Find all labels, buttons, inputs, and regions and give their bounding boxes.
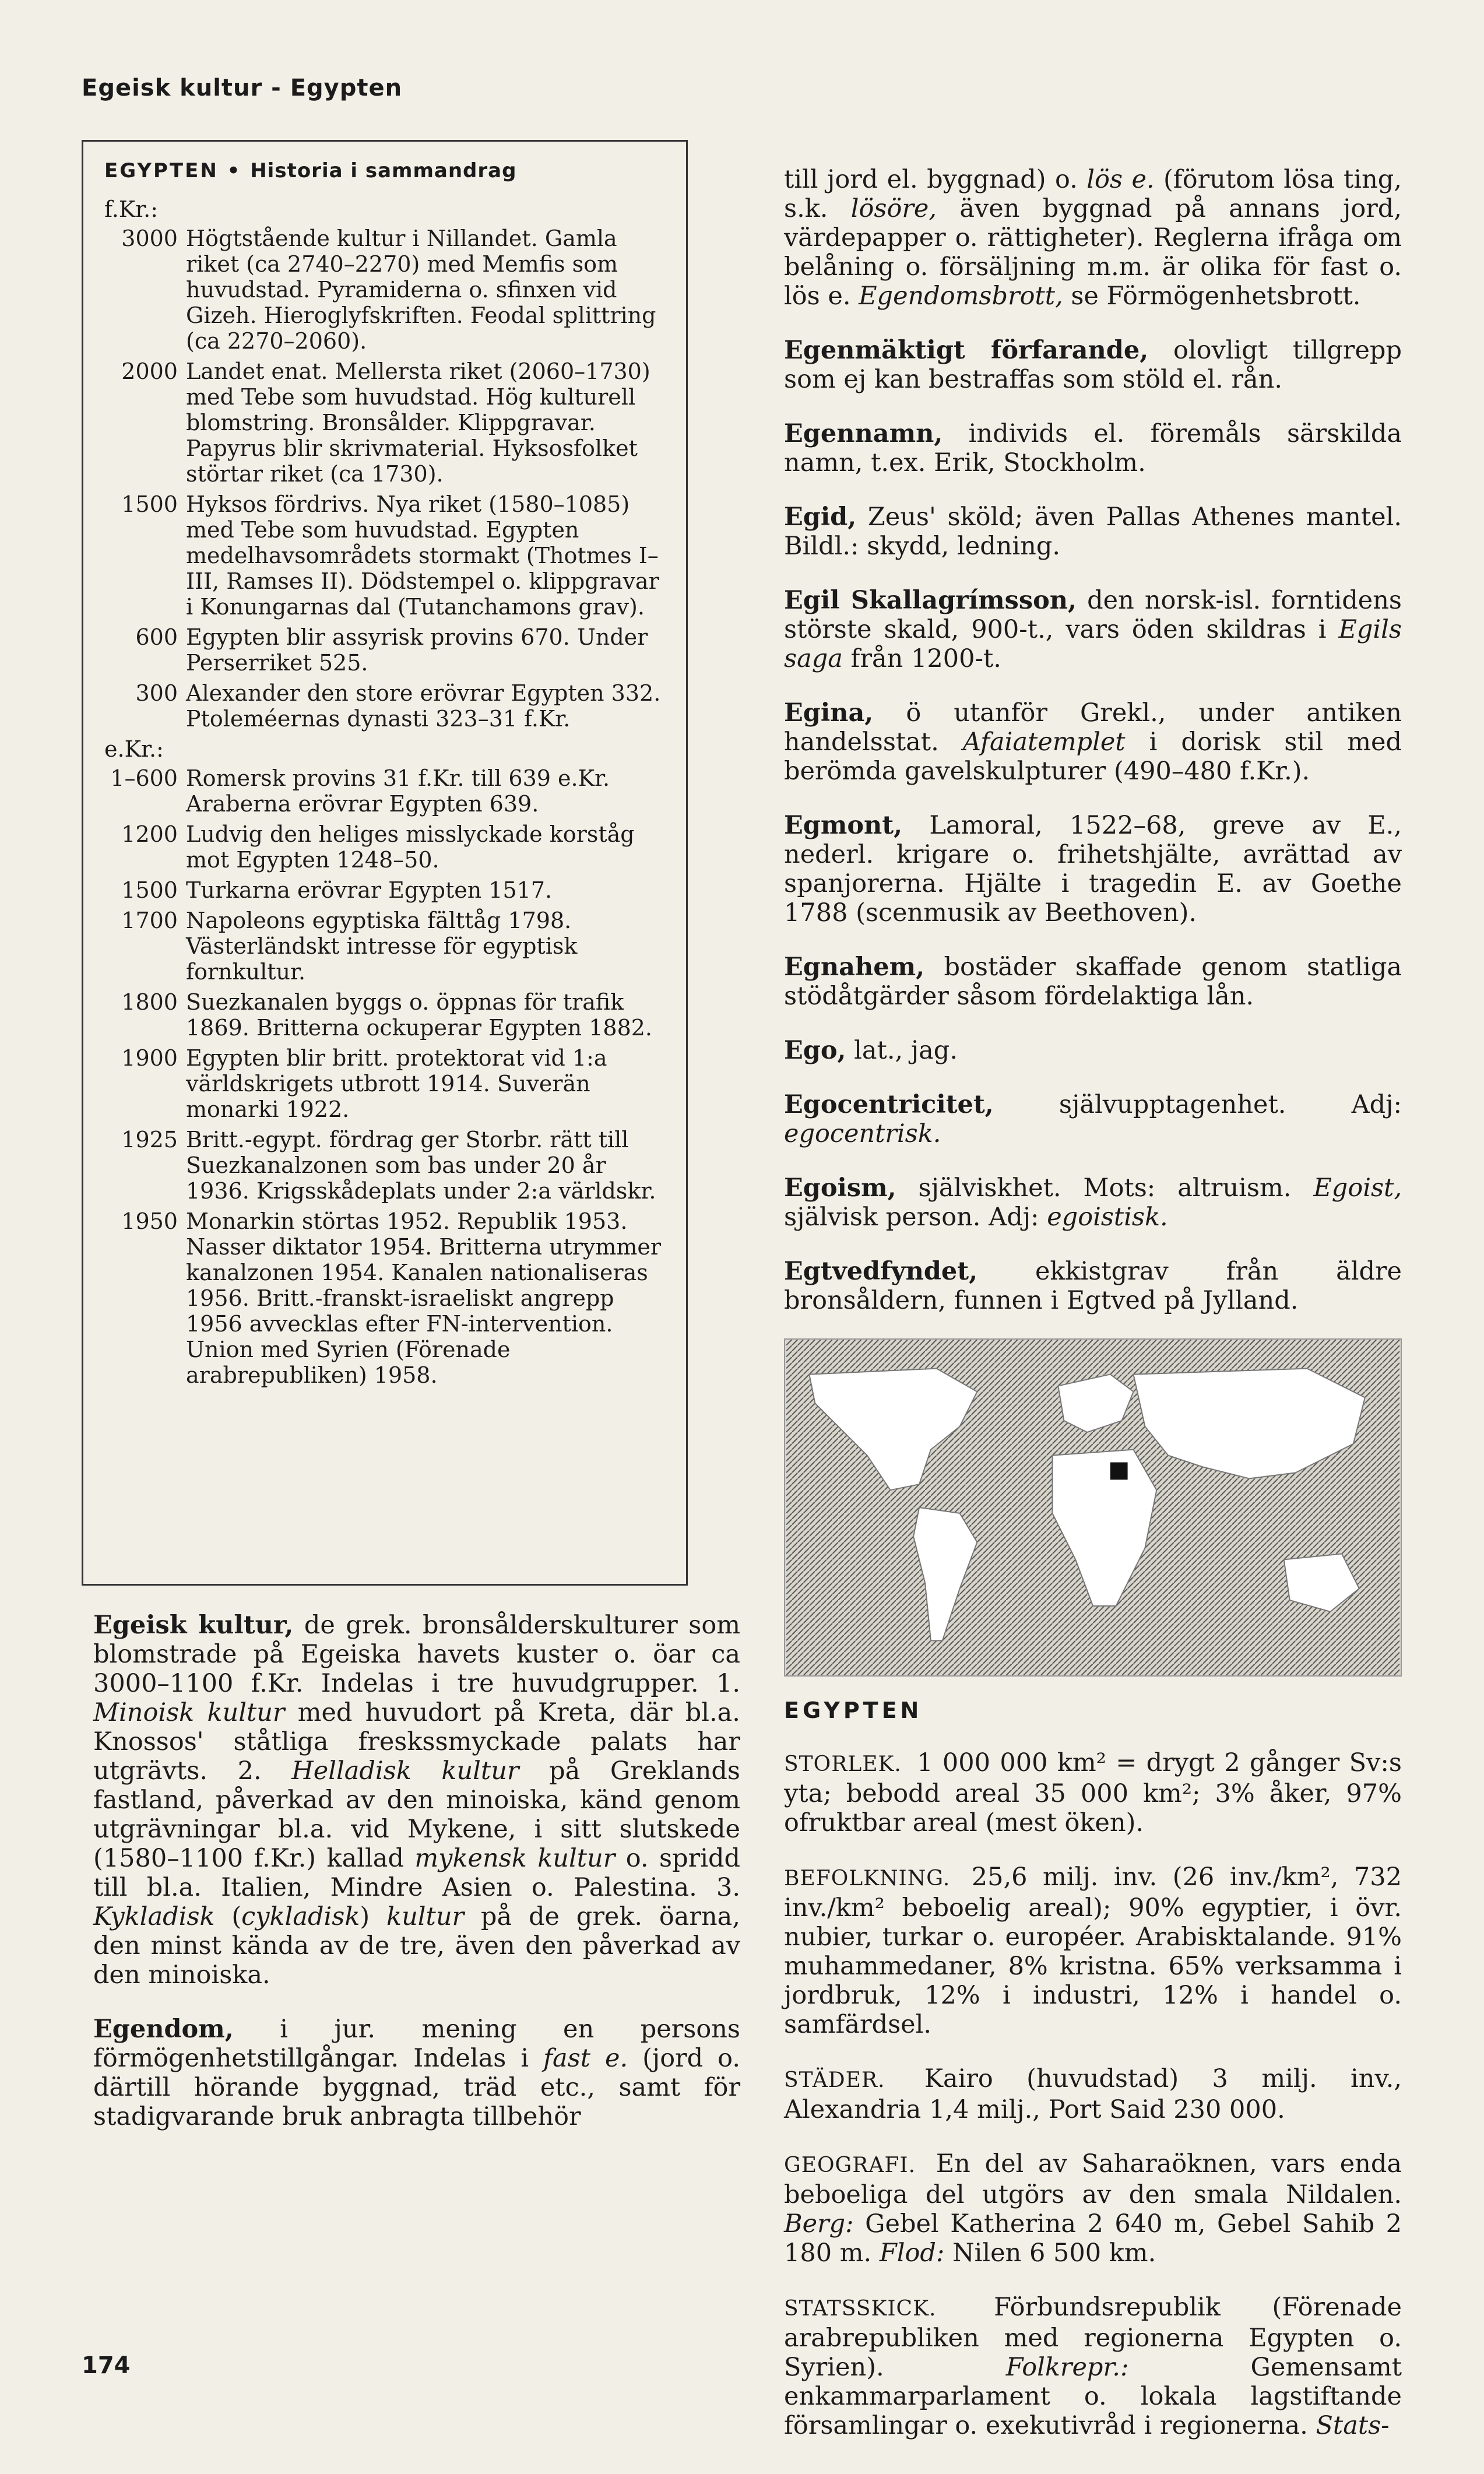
entry-text: den norsk-isl. forntidens störste skald, 900-t., vars öden skildras i: [784, 586, 1402, 644]
entry-italic: Egendomsbrott,: [859, 282, 1063, 311]
headword: Egenmäktigt förfarande,: [784, 336, 1149, 365]
entry-egennamn: [784, 419, 1402, 477]
entry-egil: [784, 586, 1402, 673]
facts-title: EGYPTEN: [784, 1698, 923, 1723]
timeline-text: Ludvig den heliges misslyckade korståg mot Egypten 1248–50.: [186, 821, 635, 873]
fact-text: Gemensamt enkammarparlament o. lokala lagstiftande församlingar o. exekutivråd i regionerna.: [784, 2353, 1402, 2440]
timeline-text: Turkarna erövrar Egypten 1517.: [186, 877, 553, 903]
fact-text: Förbundsrepublik (Förenade arabrepubliken med regionerna Egypten o. Syrien).: [784, 2293, 1402, 2382]
fact-statsskick: [784, 2293, 1402, 2440]
timeline-row: [104, 491, 672, 620]
timeline-text: Britt.-egypt. fördrag ger Storbr. rätt till Suezkanalzonen som bas under 20 år 1936. Krigsskådeplats under 2:a världskr.: [186, 1127, 656, 1204]
entry-text: med huvudort på Kreta, där bl.a. Knossos' ståtliga freskssmyckade palats har utgrävts. 2.: [93, 1698, 740, 1786]
page-header: Egeisk kultur - Egypten: [82, 75, 403, 101]
timeline-row: [104, 680, 672, 732]
entry-text: Zeus' sköld; även Pallas Athenes mantel. Bildl.: skydd, ledning.: [784, 502, 1402, 561]
entry-text: olovligt tillgrepp som ej kan bestraffas som stöld el. rån.: [784, 336, 1402, 394]
entry-text: i dorisk stil med berömda gavelskulpturer (490–480 f.Kr.).: [784, 728, 1402, 786]
entry-text: från 1200-t.: [842, 644, 1001, 673]
entry-text: bostäder skaffade genom statliga stödåtgärder såsom fördelaktiga lån.: [784, 953, 1402, 1011]
left-column: [93, 140, 740, 2135]
entry-italic: egocentrisk.: [784, 1119, 941, 1148]
timeline-row: [104, 765, 672, 817]
right-column: [784, 140, 1402, 2452]
entry-text: o. spridd till bl.a. Italien, Mindre Asien o. Palestina. 3.: [93, 1844, 741, 1902]
timeline-year: 1500: [121, 491, 178, 517]
box-title-sub: Historia i sammandrag: [250, 159, 517, 182]
entry-text: även byggnad på annans jord, värdepapper o. rättigheter). Reglerna ifråga om belåning o. försäljning m.m. är olika för fast o. lös e.: [784, 194, 1402, 311]
timeline-row: [104, 359, 672, 487]
headword: Egocentricitet,: [784, 1090, 994, 1119]
ad-timeline: [104, 765, 672, 1388]
timeline-row: [104, 1045, 672, 1122]
entry-italic: Kykladisk: [93, 1902, 215, 1931]
entry-italic: Egoist,: [1313, 1173, 1402, 1203]
entry-text: se Förmögenhetsbrott.: [1063, 282, 1361, 311]
entry-italic: Helladisk kultur: [291, 1756, 519, 1786]
timeline-year: 1800: [121, 989, 178, 1015]
fact-italic: Stats-: [1316, 2411, 1390, 2440]
fact-text: Nilen 6 500 km.: [944, 2238, 1156, 2268]
entry-text: de grek. bronsålderskulturer som blomstrade på Egeiska havets kuster o. öar ca 3000–1100 f.Kr. Indelas i tre huvudgrupper. 1.: [93, 1611, 740, 1698]
box-title-main: EGYPTEN: [104, 159, 219, 182]
entry-egid: [784, 502, 1402, 561]
fact-italic: Flod:: [879, 2238, 945, 2268]
headword: Egtvedfyndet,: [784, 1257, 978, 1286]
timeline-year: 1200: [121, 821, 178, 847]
headword: Egendom,: [93, 2015, 234, 2044]
timeline-row: [104, 821, 672, 873]
era-label-ad: e.Kr.:: [104, 736, 164, 762]
history-box-title: EGYPTEN • Historia i sammandrag: [104, 159, 517, 182]
fact-label: STATSSKICK.: [784, 2297, 937, 2321]
entry-text: ö utanför Grekl., under antiken handelsstat.: [784, 698, 1402, 757]
entry-italic: kultur: [386, 1902, 465, 1931]
fact-text: En del av Saharaöknen, vars enda beboeliga del utgörs av den smala Nildalen.: [784, 2149, 1402, 2209]
entry-text: (jord o. därtill hörande byggnad, träd etc., samt för stadigvarande bruk anbragta tillbehör: [93, 2044, 740, 2131]
fact-italic: Folkrepr.:: [1005, 2353, 1129, 2382]
egypt-highlight-marker: [1110, 1463, 1128, 1480]
fact-label: STÄDER.: [784, 2068, 885, 2092]
timeline-text: Alexander den store erövrar Egypten 332. Ptoleméernas dynasti 323–31 f.Kr.: [186, 680, 661, 732]
timeline-text: Napoleons egyptiska fälttåg 1798. Västerländskt intresse för egyptisk fornkultur.: [186, 908, 578, 985]
entry-text: lat., jag.: [846, 1036, 958, 1065]
entry-italic: Egils saga: [784, 615, 1402, 673]
entry-text: på Greklands fastland, påverkad av den minoiska, känd genom utgrävningar bl.a. vid Mykene, i sitt slutskede (1580–1100 f.Kr.) kallad: [93, 1756, 740, 1873]
timeline-year: 1900: [121, 1045, 178, 1071]
headword: Egil Skallagrímsson,: [784, 586, 1077, 615]
entry-italic: fast e.: [543, 2044, 628, 2073]
entry-italic: egoistisk.: [1047, 1203, 1168, 1232]
timeline-row: [104, 989, 672, 1041]
headword: Egennamn,: [784, 419, 943, 448]
entry-egendom: [93, 2015, 740, 2131]
timeline-text: Monarkin störtas 1952. Republik 1953. Nasser diktator 1954. Britterna utrymmer kanalzonen 1954. Kanalen nationaliseras 1956. Britt.-franskt-israeliskt angrepp 1956 avvecklas efter FN-intervention. Union med Syrien (Förenade arabrepubliken) 1958.: [186, 1208, 662, 1388]
entry-egeisk-kultur: [93, 1611, 740, 1990]
fact-text: 25,6 milj. inv. (26 inv./km², 732 inv./km² beboelig areal); 90% egyptier, i övr. nubier, turkar o. européer. Arabisktalande. 91% muhammedaner, 8% kristna. 65% verksamma i jordbruk, 12% i industri, 12% i handel o. samfärdsel.: [784, 1862, 1402, 2039]
fact-befolkning: [784, 1862, 1402, 2039]
fact-text: Gebel Katherina 2 640 m, Gebel Sahib 2 180 m.: [784, 2209, 1402, 2268]
timeline-text: Landet enat. Mellersta riket (2060–1730) med Tebe som huvudstad. Hög kulturell blomstring. Bronsålder. Klippgravar. Papyrus blir skrivmaterial. Hyksosfolket störtar riket (ca 1730).: [186, 359, 650, 487]
left-entries: [93, 1611, 740, 2131]
timeline-year: 300: [135, 680, 178, 706]
entry-egendom-continued: [784, 165, 1402, 311]
entry-egenmaktigt: [784, 336, 1402, 394]
timeline-text: Egypten blir britt. protektorat vid 1:a världskrigets utbrott 1914. Suverän monarki 1922.: [186, 1045, 607, 1122]
entry-text: individs el. föremåls särskilda namn, t.ex. Erik, Stockholm.: [784, 419, 1402, 477]
entry-text: ekkistgrav från äldre bronsåldern, funnen i Egtved på Jylland.: [784, 1257, 1402, 1315]
headword: Egina,: [784, 698, 874, 728]
headword: Egoism,: [784, 1173, 896, 1203]
fact-text: 1 000 000 km² = drygt 2 gånger Sv:s yta; bebodd areal 35 000 km²; 3% åker, 97% ofruktbar areal (mest öken).: [784, 1748, 1402, 1837]
timeline-row: [104, 624, 672, 676]
entry-text: Lamoral, 1522–68, greve av E., nederl. krigare o. frihetshjälte, avrättad av spanjorerna. Hjälte i tragedin E. av Goethe 1788 (scenmusik av Beethoven).: [784, 811, 1402, 927]
entry-text: (: [214, 1902, 242, 1931]
entry-italic: cykladisk: [241, 1902, 360, 1931]
timeline-row: [104, 226, 672, 354]
timeline-text: Suezkanalen byggs o. öppnas för trafik 1869. Britterna ockuperar Egypten 1882.: [186, 989, 653, 1041]
entry-text: (förutom lösa ting, s.k.: [784, 165, 1402, 223]
entry-italic: Afaiatemplet: [962, 728, 1126, 757]
entry-egina: [784, 698, 1402, 786]
entry-egtvedfyndet: [784, 1257, 1402, 1315]
timeline-row: [104, 908, 672, 985]
entry-egnahem: [784, 953, 1402, 1011]
entry-egmont: [784, 811, 1402, 927]
headword: Egmont,: [784, 811, 903, 840]
entry-text: självupptagenhet. Adj:: [993, 1090, 1402, 1119]
timeline-year: 1950: [121, 1208, 178, 1234]
fact-stader: [784, 2064, 1402, 2124]
timeline-row: [104, 1127, 672, 1204]
fact-label: BEFOLKNING.: [784, 1867, 951, 1890]
fact-label: GEOGRAFI.: [784, 2153, 916, 2177]
fact-storlek: [784, 1748, 1402, 1837]
entry-text: på de grek. öarna, den minst kända av de tre, även den påverkad av den minoiska.: [93, 1902, 740, 1990]
entry-text: självisk person. Adj:: [784, 1203, 1047, 1232]
entry-italic: lösöre,: [850, 194, 937, 223]
fact-text: Kairo (huvudstad) 3 milj. inv., Alexandria 1,4 milj., Port Said 230 000.: [784, 2064, 1402, 2124]
timeline-text: Romersk provins 31 f.Kr. till 639 e.Kr. Araberna erövrar Egypten 639.: [186, 765, 610, 817]
world-map-image: [784, 1338, 1402, 1677]
headword: Egnahem,: [784, 953, 925, 982]
entry-italic: lös e.: [1086, 165, 1155, 194]
timeline-year: 2000: [121, 359, 178, 384]
fact-label: STORLEK.: [784, 1752, 902, 1776]
entry-egocentricitet: [784, 1090, 1402, 1148]
timeline-row: [104, 877, 672, 903]
headword: Egid,: [784, 502, 857, 532]
entry-italic: mykensk kultur: [414, 1844, 616, 1873]
history-summary-box: [82, 140, 688, 1586]
entry-egoism: [784, 1173, 1402, 1232]
timeline-text: Hyksos fördrivs. Nya riket (1580–1085) med Tebe som huvudstad. Egypten medelhavsområdets stormakt (Thotmes I–III, Ramses II). Dödstempel o. klippgravar i Konungarnas dal (Tutanchamons grav).: [186, 491, 659, 620]
bc-timeline: [104, 226, 672, 732]
entry-text: själviskhet. Mots: altruism.: [896, 1173, 1314, 1203]
timeline-year: 1700: [121, 908, 178, 933]
page-number: 174: [82, 2352, 131, 2379]
entry-italic: Minoisk kultur: [93, 1698, 285, 1727]
fact-italic: Berg:: [784, 2209, 854, 2238]
entry-text: till jord el. byggnad) o.: [784, 165, 1087, 194]
entry-text: i jur. mening en persons förmögenhetstillgångar. Indelas i: [93, 2015, 740, 2073]
fact-geografi: [784, 2149, 1402, 2268]
timeline-row: [104, 1208, 672, 1388]
headword: Egeisk kultur,: [93, 1611, 294, 1640]
timeline-year: 3000: [121, 226, 178, 251]
timeline-year: 1500: [121, 877, 178, 903]
timeline-text: Högtstående kultur i Nillandet. Gamla riket (ca 2740–2270) med Memfis som huvudstad. Pyramiderna o. sfinxen vid Gizeh. Hieroglyfskriften. Feodal splittring (ca 2270–2060).: [186, 226, 656, 354]
entry-text: ): [360, 1902, 387, 1931]
timeline-year: 600: [135, 624, 178, 650]
world-map-svg: [785, 1340, 1401, 1675]
timeline-text: Egypten blir assyrisk provins 670. Under Perserriket 525.: [186, 624, 648, 676]
timeline-year: 1925: [121, 1127, 178, 1152]
entry-ego: [784, 1036, 1402, 1065]
headword: Ego,: [784, 1036, 846, 1065]
timeline-year: 1–600: [110, 765, 178, 791]
era-label-bc: f.Kr.:: [104, 196, 159, 222]
